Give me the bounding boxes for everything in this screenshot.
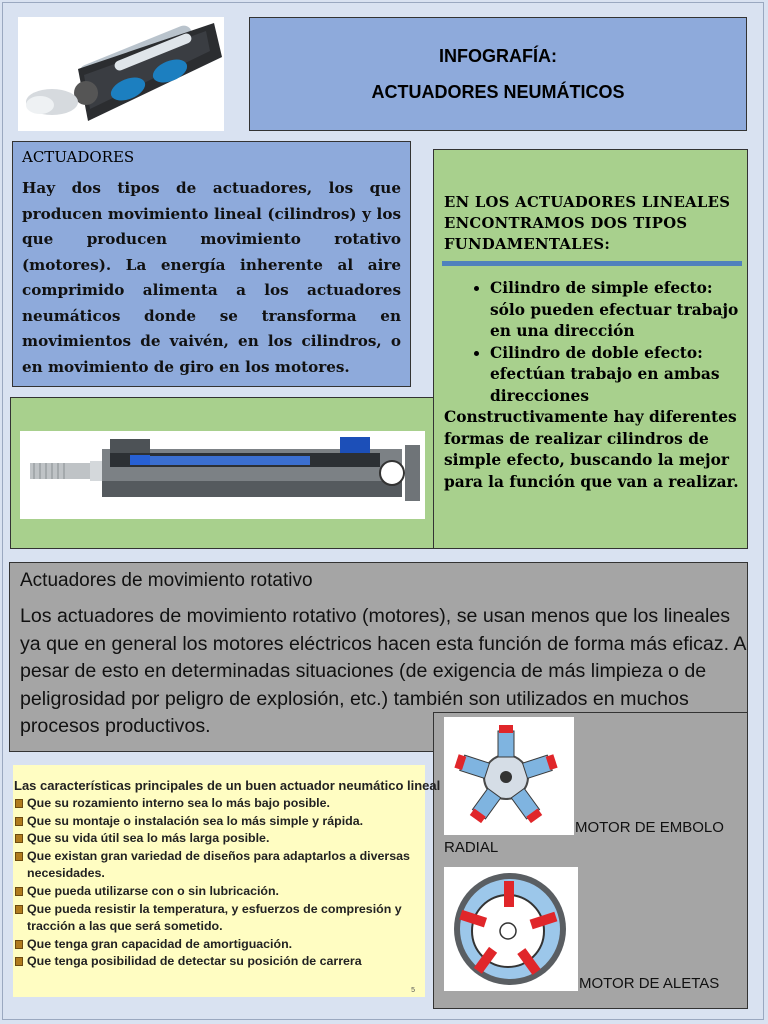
list-item: Que su vida útil sea lo más larga posible. (13, 830, 421, 848)
lineales-tail: Constructivamente hay diferentes formas de realizar cilindros de simple efecto, buscando la mejor para la función que van a realizar. (444, 408, 739, 491)
bullet-square-icon (15, 905, 23, 914)
rotativo-heading: Actuadores de movimiento rotativo (20, 570, 313, 591)
lineales-lead: EN LOS ACTUADORES LINEALES ENCONTRAMOS DOS TIPOS FUNDAMENTALES: (444, 194, 731, 253)
list-item: Que su montaje o instalación sea lo más simple y rápida. (13, 813, 421, 831)
list-item: Que existan gran variedad de diseños para adaptarlos a diversas necesidades. (13, 848, 421, 883)
cylinder-photo (18, 17, 224, 131)
page-subtitle: ACTUADORES NEUMÁTICOS (371, 82, 625, 102)
vane-motor-label: MOTOR DE ALETAS (579, 975, 720, 992)
bullet-square-icon (15, 799, 23, 808)
list-item: • Cilindro de doble efecto: efectúan trabajo en ambas direcciones (490, 343, 741, 408)
caracteristicas-list (13, 795, 421, 971)
rotativo-body: Los actuadores de movimiento rotativo (motores), se usan menos que los lineales ya que en general los motores eléctricos hacen esta función de forma más eficaz. A pesar de esto en determinadas situaciones (de exigencia de más limpieza o de peligrosidad por peligro de explosión, etc.) también son utilizados en muchos procesos productivos. (20, 605, 746, 737)
caracteristicas-heading: Las características principales de un buen actuador neumático lineal (14, 778, 441, 793)
actuadores-section (12, 141, 411, 387)
motores-section (433, 712, 748, 1009)
radial-motor-image (444, 717, 574, 835)
radial-motor-label-2: RADIAL (444, 839, 499, 856)
lineales-list (444, 278, 741, 407)
list-item: Que pueda utilizarse con o sin lubricación. (13, 883, 421, 901)
bullet-square-icon (15, 940, 23, 949)
list-item: • Cilindro de simple efecto: sólo pueden efectuar trabajo en una dirección (490, 278, 741, 343)
list-item: Que tenga posibilidad de detectar su posición de carrera (13, 953, 421, 971)
lineales-section (433, 149, 748, 549)
page-number: 5 (411, 987, 415, 994)
title-box (249, 17, 747, 131)
divider (442, 261, 742, 266)
bullet-square-icon (15, 957, 23, 966)
list-item: Que su rozamiento interno sea lo más bajo posible. (13, 795, 421, 813)
bullet-square-icon (15, 817, 23, 826)
page-title: INFOGRAFÍA: (439, 46, 557, 66)
actuadores-body: Hay dos tipos de actuadores, los que producen movimiento lineal (cilindros) y los que producen movimiento rotativo (motores). La energía inherente al aire comprimido alimenta a los actuadores neumáticos donde se transforma en movimientos de vaivén, en los cilindros, o en movimiento de giro en los motores. (22, 179, 401, 376)
actuadores-heading: ACTUADORES (22, 148, 135, 166)
bullet-square-icon (15, 852, 23, 861)
cylinder-cutaway-image (20, 431, 425, 519)
vane-motor-image (444, 867, 578, 991)
radial-motor-label: MOTOR DE EMBOLO (575, 819, 724, 836)
bullet-square-icon (15, 834, 23, 843)
list-item: Que tenga gran capacidad de amortiguación. (13, 936, 421, 954)
caracteristicas-section (13, 765, 441, 997)
list-item: Que pueda resistir la temperatura, y esfuerzos de compresión y tracción a las que será sometido. (13, 901, 421, 936)
bullet-square-icon (15, 887, 23, 896)
cylinder-section (10, 397, 434, 549)
